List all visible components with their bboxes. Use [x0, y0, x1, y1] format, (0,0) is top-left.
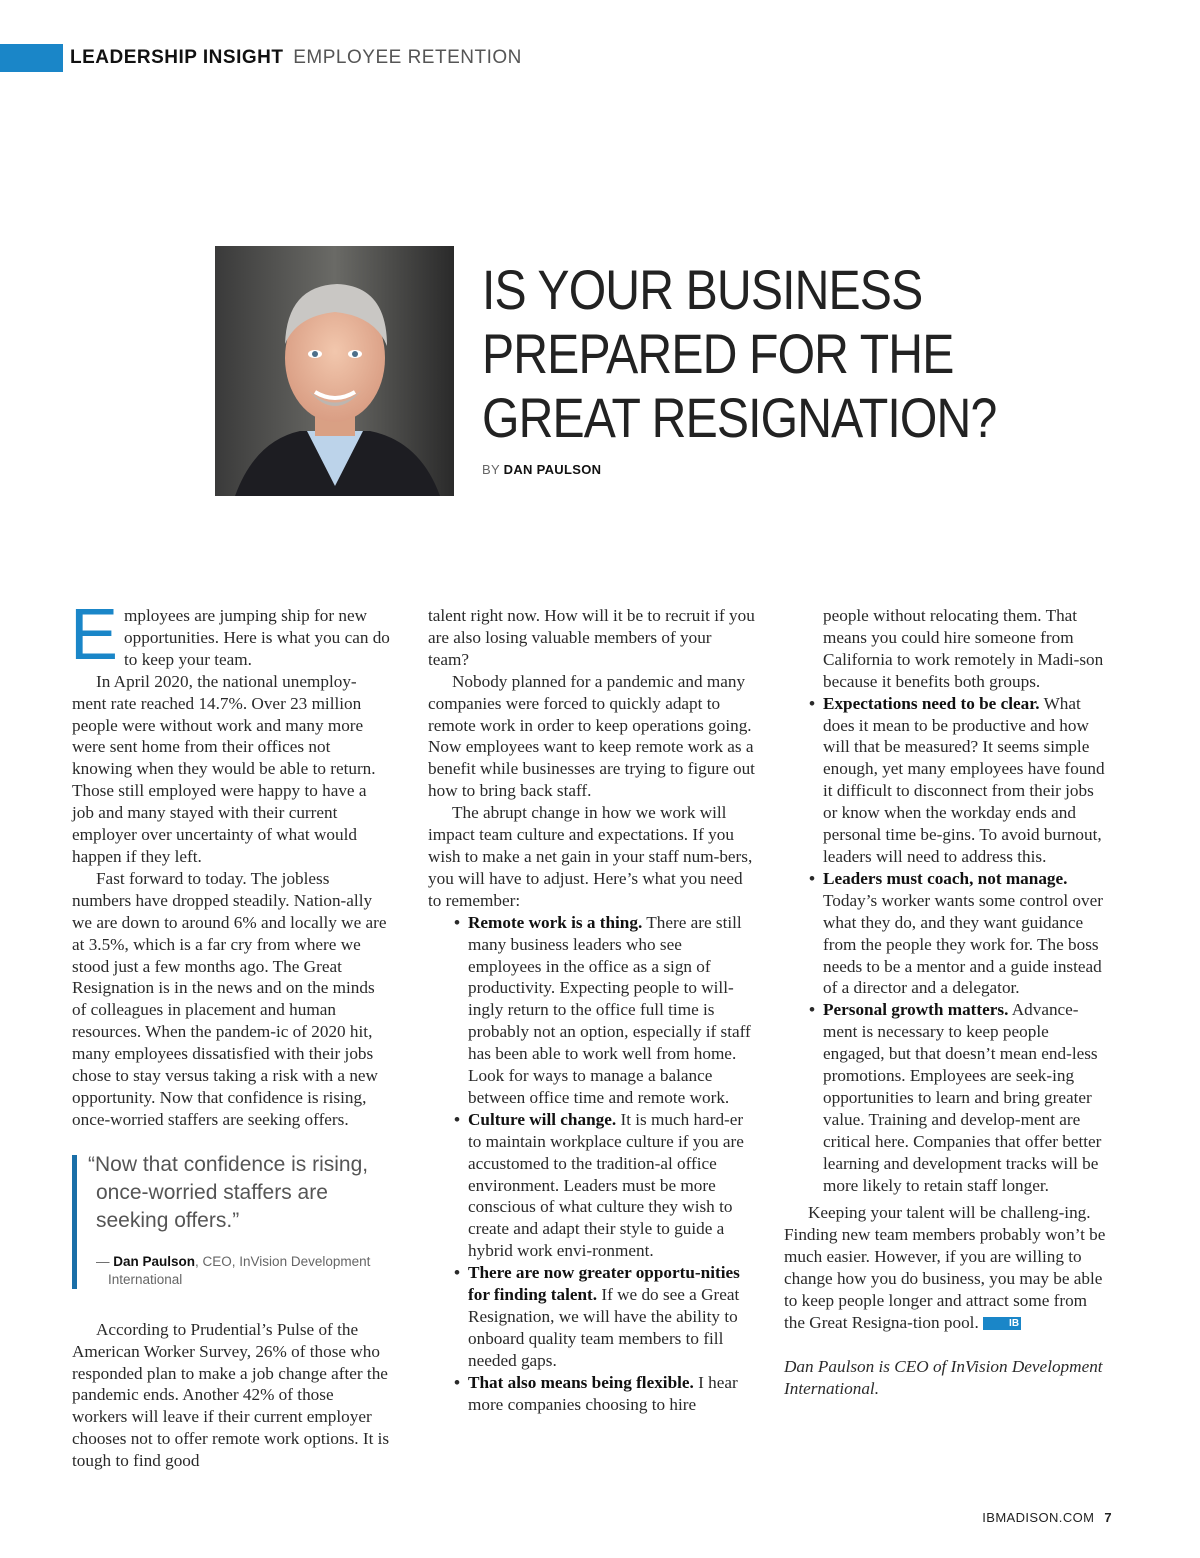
byline-prefix: BY [482, 462, 500, 477]
section-label: LEADERSHIP INSIGHT [70, 47, 284, 68]
bullet-heading: Expectations need to be clear. [823, 693, 1040, 713]
bullet-text: If we do see a Great Resignation, we will have the ability to onboard quality team members to fill needed gaps. [468, 1285, 740, 1370]
list-item [454, 1109, 756, 1262]
bullet-continuation: people without relocating them. That means you could hire someone from California to work remotely in Madi-son because it benefits both groups. [823, 606, 1104, 691]
topic-label: EMPLOYEE RETENTION [293, 47, 522, 68]
page-number: 7 [1104, 1510, 1112, 1525]
bullet-text: There are still many business leaders who see employees in the office as a sign of productivity. Expecting people to will-ingly return to the office full time is probably not an option, especially if staff has been able to work well from home. Look for ways to manage a balance between office time and remote work. [468, 912, 751, 1107]
list-item [809, 693, 1110, 868]
body-column-3 [784, 605, 1110, 1400]
header-accent-bar [0, 44, 63, 72]
body-paragraph: Fast forward to today. The jobless numbers have dropped steadily. Nation-ally we are down to around 6% and locally we are at 3.5%, which is a far cry from where we stood just a few months ago. The Great Resignation is in the news and on the minds of colleagues in placement and human resources. When the pandem-ic of 2020 hit, many employees dissatisfied with their jobs chose to stay versus taking a risk with a new opportunity. Now that confidence is rising, once-worried staffers are seeking offers. [72, 868, 387, 1129]
bullet-heading: There are now greater opportu-nities for finding talent. [468, 1263, 740, 1305]
author-portrait-icon [215, 246, 454, 496]
body-paragraph: Nobody planned for a pandemic and many companies were forced to quickly adapt to remote work in order to keep operations going. Now employees want to keep remote work as a benefit while businesses are trying to figure out how to bring back staff. [428, 671, 755, 801]
section-header [70, 47, 522, 69]
bullet-heading: Personal growth matters. [823, 1000, 1009, 1020]
pull-quote [72, 1151, 390, 1289]
bullet-text: Today’s worker wants some control over what they do, and they want guidance from the people they work for. The boss needs to be a mentor and a guide instead of a director and a delegator. [823, 890, 1103, 998]
list-item [454, 1372, 756, 1416]
bullet-list [454, 912, 756, 1416]
author-bio: Dan Paulson is CEO of InVision Development International. [784, 1356, 1103, 1398]
bullet-text: It is much hard-er to maintain workplace culture if you are accustomed to the tradition-al office environment. Leaders must be more conscious of what culture they wish to create and adapt their style to guide a hybrid work envi-ronment. [468, 1109, 744, 1261]
author-photo [215, 246, 454, 496]
article-headline [482, 258, 997, 450]
intro-paragraph [70, 595, 390, 675]
footer-site: IBMADISON.COM [982, 1510, 1095, 1525]
closing-text: Keeping your talent will be challeng-ing. Finding new team members probably won’t be much easier. However, if you are willing to change how you do business, you may be able to keep people longer and attract some from the Great Resigna-tion pool. [784, 1203, 1106, 1332]
attribution-name: Dan Paulson [113, 1253, 196, 1269]
bullet-heading: Culture will change. [468, 1109, 617, 1129]
end-mark-icon: IB [983, 1317, 1021, 1330]
list-item [454, 1262, 756, 1372]
body-paragraph: According to Prudential’s Pulse of the American Worker Survey, 26% of those who responded plan to make a job change after the pandemic ends. Another 42% of those workers will leave if their current employer chooses not to offer remote work options. It is tough to find good [72, 1319, 390, 1471]
closing-paragraph [784, 1202, 1110, 1333]
drop-cap: E [70, 595, 119, 675]
list-item [809, 868, 1110, 999]
attribution-title: , CEO, InVision Development International [108, 1253, 371, 1287]
body-paragraph: talent right now. How will it be to recruit if you are also losing valuable members of your team? [428, 606, 755, 669]
body-paragraph: The abrupt change in how we work will impact team culture and expectations. If you wish to make a net gain in your staff num-bers, you will have to adjust. Here’s what you need to remember: [428, 803, 753, 910]
bullet-heading: That also means being flexible. [468, 1372, 694, 1392]
headline-line-3: GREAT RESIGNATION? [482, 386, 997, 449]
pull-quote-text: “Now that confidence is rising, once-worried staffers are seeking offers.” [88, 1152, 369, 1232]
bullet-heading: Remote work is a thing. [468, 912, 643, 932]
headline-line-1: IS YOUR BUSINESS [482, 258, 923, 321]
list-item [809, 999, 1110, 1196]
bullet-text: Advance-ment is necessary to keep people engaged, but that doesn’t mean end-less promotions. Employees are seek-ing opportunities to learn and bring greater value. Training and develop-ment are critical here. Companies that offer better learning and development tracks will be more likely to retain staff longer. [823, 1000, 1102, 1195]
bullet-list [809, 693, 1110, 1197]
page-footer [982, 1510, 1112, 1525]
attribution-dash: — [96, 1253, 114, 1269]
bullet-text: I hear more companies choosing to hire [468, 1372, 738, 1414]
body-column-1 [70, 595, 390, 1472]
list-item [454, 912, 756, 1109]
bullet-text: What does it mean to be productive and how will that be measured? It seems simple enough, yet many employees have found it difficult to disconnect from their jobs or know when the workday ends and personal time be-gins. To avoid burnout, leaders will need to address this. [823, 693, 1105, 866]
byline [482, 462, 601, 477]
body-paragraph: In April 2020, the national unemploy-ment rate reached 14.7%. Over 23 million people were without work and many more were sent home from their offices not knowing when they would be able to return. Those still employed were happy to have a job and many stayed with their current employer over uncertainty of what would happen if they left. [72, 671, 376, 866]
byline-author: DAN PAULSON [503, 462, 602, 477]
body-column-2 [428, 605, 756, 1416]
pull-quote-bar [72, 1155, 77, 1289]
headline-line-2: PREPARED FOR THE [482, 322, 954, 385]
intro-text: mployees are jumping ship for new opportunities. Here is what you can do to keep your team. [124, 606, 390, 669]
bullet-heading: Leaders must coach, not manage. [823, 868, 1068, 888]
pull-quote-attribution [90, 1253, 390, 1289]
